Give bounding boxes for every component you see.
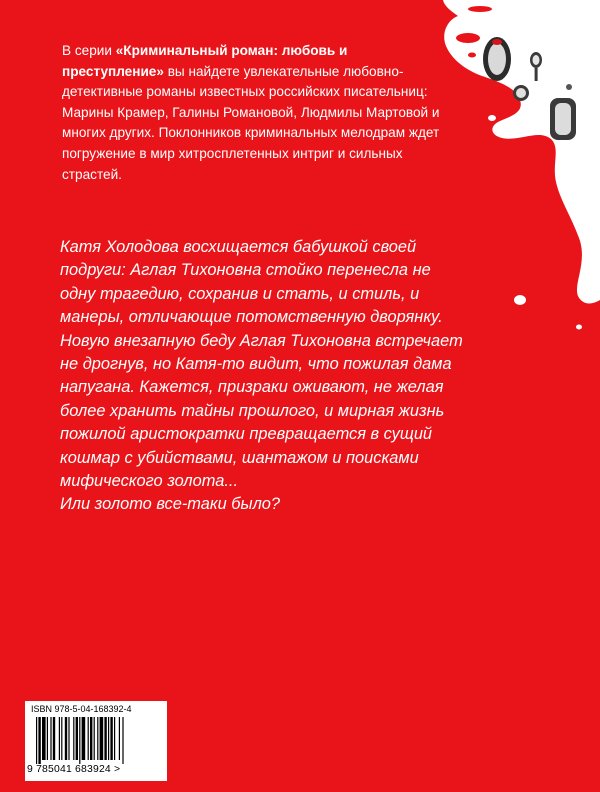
barcode-bar — [47, 717, 48, 760]
book-blurb — [60, 236, 470, 517]
barcode-bar — [100, 717, 104, 760]
barcode-bar — [61, 717, 62, 760]
series-rest: вы найдете увлекательные любовно-детективные романы известных российских писательниц: Марины Крамер, Галины Романовой, Людмилы Мартовой и многих других. Поклонников криминальных мелодрам ждет погружение в мир хитросплетенных интриг и сильных страстей. — [62, 63, 440, 182]
barcode-bar — [36, 717, 37, 764]
barcode-bar — [82, 717, 86, 760]
series-prefix: В серии — [62, 43, 116, 58]
blurb-question: Или золото все-таки было? — [60, 495, 281, 514]
barcode-digits: 9 785041 683924 > — [27, 764, 121, 775]
barcode-bar — [119, 717, 120, 760]
blurb-text: Катя Холодова восхищается бабушкой своей подруги: Аглая Тихоновна стойко перенесла не одну трагедию, сохранив и стать, и стиль, и манеры, отличающие потомственную дворянку. Новую внезапную беду Аглая Тихоновна встречает не дрогнув, но Катя-то видит, что пожилая дама напугана. Кажется, призраки оживают, не желая более хранить тайны прошлого, и мирная жизнь пожилой аристократки превращается в сущий кошмар с убийствами, шантажом и поисками мифического золота... — [60, 238, 463, 491]
barcode-bar — [110, 717, 112, 760]
isbn-barcode-box — [25, 701, 167, 781]
barcode-bar — [53, 717, 55, 760]
barcode-bar — [94, 717, 95, 760]
series-title: «Криминальный роман: любовь и преступление» — [62, 43, 348, 79]
series-description — [62, 41, 442, 185]
barcode-bar — [108, 717, 109, 760]
barcode-bar — [59, 717, 60, 760]
oval-mirror — [483, 37, 511, 81]
round-mirror — [513, 85, 529, 101]
hook-icon — [566, 84, 572, 90]
barcode-bar — [88, 717, 89, 760]
barcode — [28, 717, 164, 764]
barcode-bar — [122, 717, 123, 764]
barcode-bar — [114, 717, 115, 760]
barcode-bar — [42, 717, 46, 760]
barcode-bar — [104, 717, 106, 760]
barcode-bar — [73, 717, 74, 760]
barcode-bar — [79, 717, 80, 764]
barcode-bar — [97, 717, 98, 760]
barcode-bar — [65, 717, 67, 760]
barcode-bar — [50, 717, 51, 760]
barcode-bar — [76, 717, 78, 760]
barcode-bar — [68, 717, 69, 760]
framed-mirror — [550, 98, 576, 140]
isbn-label: ISBN 978-5-04-168392-4 — [31, 704, 132, 714]
barcode-bar — [90, 717, 92, 760]
barcode-bar — [38, 717, 40, 764]
